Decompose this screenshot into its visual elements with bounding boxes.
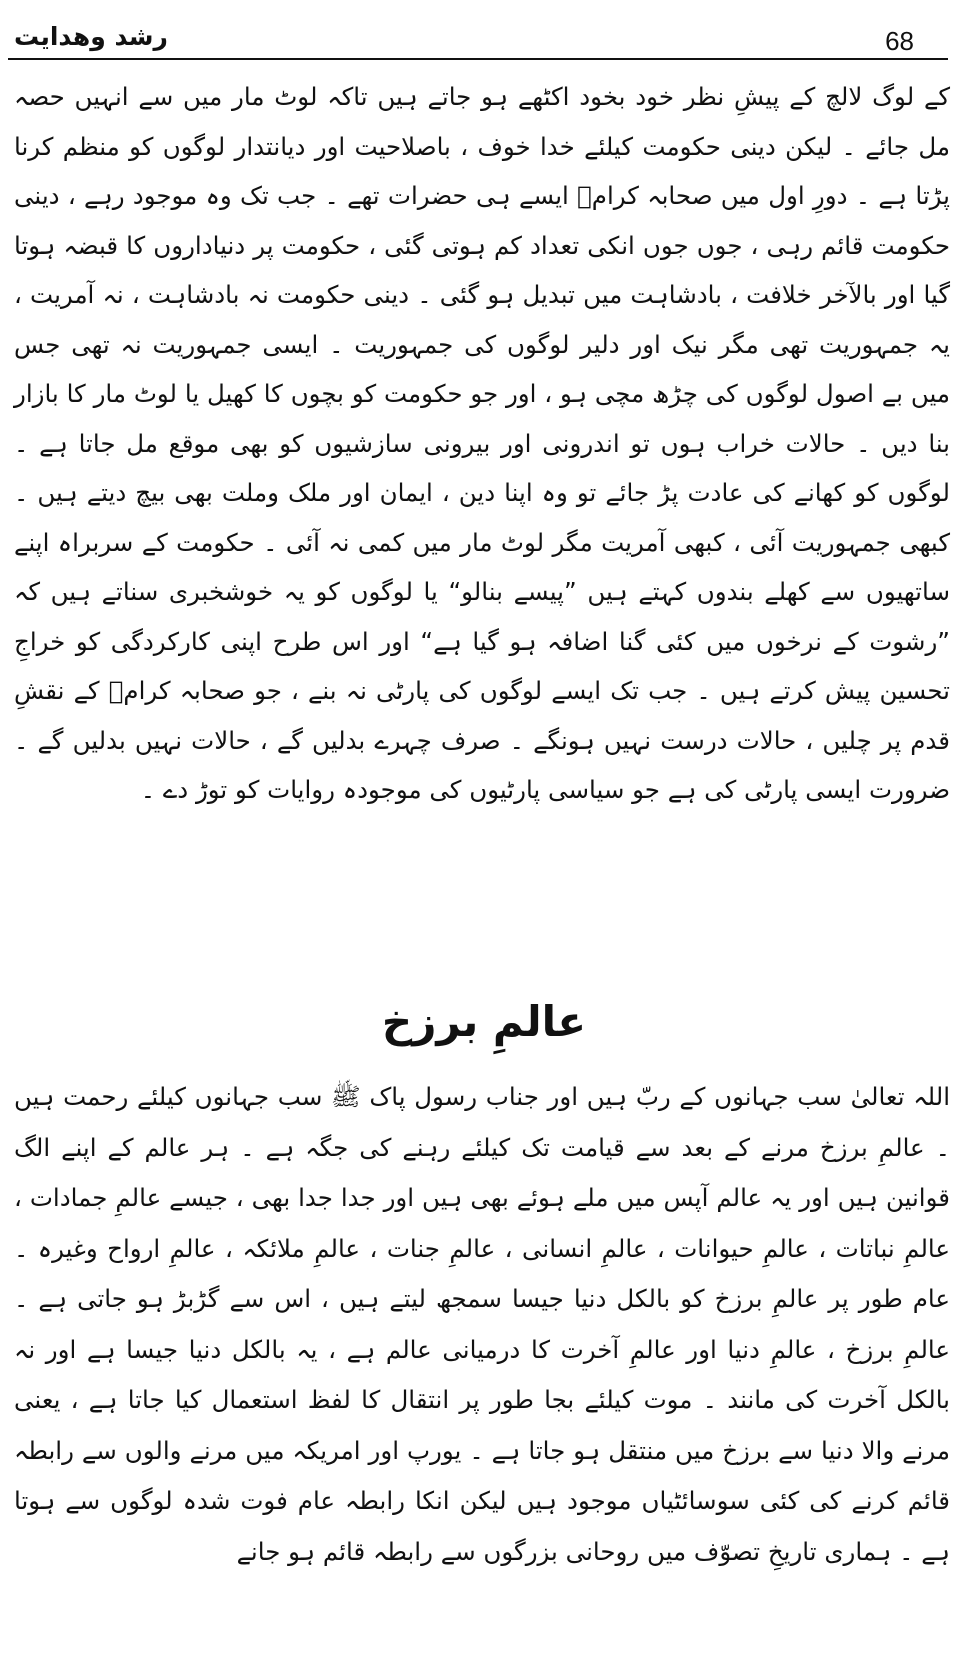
- header-divider: [8, 58, 948, 60]
- body-paragraph-1: کے لوگ لالچ کے پیشِ نظر خود بخود اکٹھے ہو جاتے ہیں تاکہ لوٹ مار میں سے انہیں حصہ مل جائے ۔ لیکن دینی حکومت کیلئے خدا خوف ، باصلاحیت اور دیانتدار لوگوں کو منظم کرنا پڑتا ہے ۔ دورِ اول میں صحابہ کرامؓ ایسے ہی حضرات تھے ۔ جب تک وہ موجود رہے ، دینی حکومت قائم رہی ، جوں جوں انکی تعداد کم ہوتی گئی ، حکومت پر دنیاداروں کا قبضہ ہوتا گیا اور بالآخر خلافت ، بادشاہت میں تبدیل ہو گئی ۔ دینی حکومت نہ بادشاہت ، نہ آمریت ، یہ جمہوریت تھی مگر نیک اور دلیر لوگوں کی جمہوریت ۔ ایسی جمہوریت نہ تھی جس میں بے اصول لوگوں کی چڑھ مچی ہو ، اور جو حکومت کو بچوں کا کھیل یا لوٹ مار کا بازار بنا دیں ۔ حالات خراب ہوں تو اندرونی اور بیرونی سازشیوں کو بھی موقع مل جاتا ہے ۔ لوگوں کو کھانے کی عادت پڑ جائے تو وہ اپنا دین ، ایمان اور ملک وملت بھی بیچ دیتے ہیں ۔ کبھی جمہوریت آئی ، کبھی آمریت مگر لوٹ مار میں کمی نہ آئی ۔ حکومت کے سربراہ اپنے ساتھیوں سے کھلے بندوں کہتے ہیں ”پیسے بنالو“ یا لوگوں کو یہ خوشخبری سناتے ہیں کہ ”رشوت کے نرخوں میں کئی گنا اضافہ ہو گیا ہے“ اور اس طرح اپنی کارکردگی کو خراجِ تحسین پیش کرتے ہیں ۔ جب تک ایسے لوگوں کی پارٹی نہ بنے ، جو صحابہ کرامؓ کے نقشِ قدم پر چلیں ، حالات درست نہیں ہونگے ۔ صرف چہرے بدلیں گے ، حالات نہیں بدلیں گے ۔ ضرورت ایسی پارٹی کی ہے جو سیاسی پارٹیوں کی موجودہ روایات کو توڑ دے ۔: [14, 82, 950, 804]
- page-number: 68: [885, 26, 914, 56]
- journal-title: رشد وھدایت: [14, 22, 168, 51]
- body-paragraph-2: اللہ تعالیٰ سب جہانوں کے ربّ ہیں اور جناب رسول پاک ﷺ سب جہانوں کیلئے رحمت ہیں ۔ عالمِ برزخ مرنے کے بعد سے قیامت تک کیلئے رہنے کی جگہ ہے ۔ ہر عالم کے اپنے الگ قوانین ہیں اور یہ عالم آپس میں ملے ہوئے بھی ہیں اور جدا جدا بھی ، جیسے عالمِ جمادات ، عالمِ نباتات ، عالمِ حیوانات ، عالمِ انسانی ، عالمِ جنات ، عالمِ ملائکہ ، عالمِ ارواح وغیرہ ۔ عام طور پر عالمِ برزخ کو بالکل دنیا جیسا سمجھ لیتے ہیں ، اس سے گڑبڑ ہو جاتی ہے ۔ عالمِ برزخ ، عالمِ دنیا اور عالمِ آخرت کا درمیانی عالم ہے ، یہ بالکل دنیا جیسا ہے اور نہ بالکل آخرت کی مانند ۔ موت کیلئے بجا طور پر انتقال کا لفظ استعمال کیا جاتا ہے ، یعنی مرنے والا دنیا سے برزخ میں منتقل ہو جاتا ہے ۔ یورپ اور امریکہ میں مرنے والوں سے رابطہ قائم کرنے کی کئی سوسائٹیاں موجود ہیں لیکن انکا رابطہ عام فوت شدہ لوگوں سے ہوتا ہے ۔ ہماری تاریخِ تصوّف میں روحانی بزرگوں سے رابطہ قائم ہو جانے: [14, 1082, 950, 1566]
- section-heading: عالمِ برزخ: [381, 997, 587, 1046]
